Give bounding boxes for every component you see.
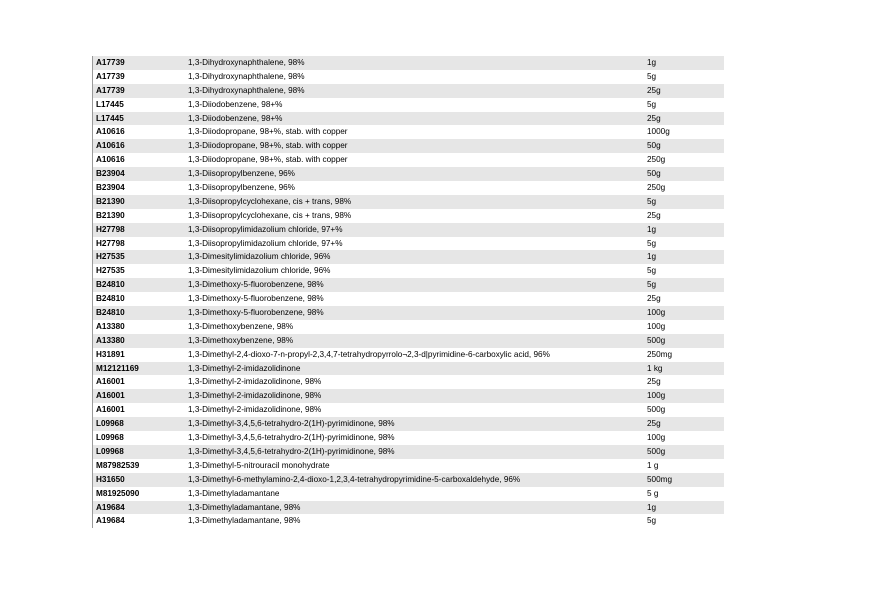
table-row (93, 334, 724, 348)
table-row (93, 264, 724, 278)
catalog-number-cell: A17739 (96, 85, 125, 95)
product-name-cell: 1,3-Diisopropylcyclohexane, cis + trans, 98% (188, 210, 352, 220)
catalog-number-cell: A16001 (96, 405, 125, 415)
product-name-cell: 1,3-Dimethyl-6-methylamino-2,4-dioxo-1,2,3,4-tetrahydropyrimidine-5-carboxaldehyde, 96% (188, 474, 521, 484)
catalog-number-cell: B21390 (96, 196, 125, 206)
catalog-number-cell: H31891 (96, 349, 125, 359)
table-row (93, 125, 724, 139)
pack-size-cell: 5g (647, 196, 657, 206)
product-name-cell: 1,3-Dimesitylimidazolium chloride, 96% (188, 266, 331, 276)
pack-size-cell: 1 kg (647, 363, 663, 373)
table-row (93, 84, 724, 98)
product-name-cell: 1,3-Dimethyl-2-imidazolidinone, 98% (188, 377, 322, 387)
pack-size-cell: 500mg (647, 474, 673, 484)
catalog-number-cell: B21390 (96, 210, 125, 220)
product-name-cell: 1,3-Dimethoxybenzene, 98% (188, 335, 294, 345)
pack-size-cell: 100g (647, 433, 666, 443)
product-name-cell: 1,3-Dimethyladamantane, 98% (188, 502, 301, 512)
product-table (92, 56, 724, 528)
product-name-cell: 1,3-Dimethyl-3,4,5,6-tetrahydro-2(1H)-pyrimidinone, 98% (188, 419, 395, 429)
product-name-cell: 1,3-Dimethoxy-5-fluorobenzene, 98% (188, 280, 324, 290)
table-row (93, 70, 724, 84)
table-row (93, 237, 724, 251)
product-name-cell: 1,3-Dimethyl-3,4,5,6-tetrahydro-2(1H)-pyrimidinone, 98% (188, 446, 395, 456)
product-name-cell: 1,3-Dimethyladamantane, 98% (188, 516, 301, 526)
catalog-number-cell: A17739 (96, 58, 125, 67)
pack-size-cell: 100g (647, 321, 666, 331)
catalog-number-cell: L09968 (96, 446, 124, 456)
table-row (93, 473, 724, 487)
product-name-cell: 1,3-Dimethyl-2-imidazolidinone, 98% (188, 405, 322, 415)
table-row (93, 112, 724, 126)
catalog-number-cell: A17739 (96, 71, 125, 81)
product-name-cell: 1,3-Dimethyl-2,4-dioxo-7-n-propyl-2,3,4,7-tetrahydropyrrolo¬2,3-d|pyrimidine-6-carboxylic acid, 96% (188, 349, 550, 359)
product-name-cell: 1,3-Diiodopropane, 98+%, stab. with copper (188, 141, 348, 151)
catalog-number-cell: B23904 (96, 183, 125, 193)
product-name-cell: 1,3-Dimethoxybenzene, 98% (188, 321, 294, 331)
catalog-number-cell: H31650 (96, 474, 125, 484)
pack-size-cell: 1g (647, 252, 657, 262)
pack-size-cell: 25g (647, 294, 661, 304)
table-row (93, 362, 724, 376)
product-name-cell: 1,3-Dihydroxynaphthalene, 98% (188, 58, 305, 67)
pack-size-cell: 25g (647, 85, 661, 95)
table-row (93, 139, 724, 153)
catalog-number-cell: A16001 (96, 391, 125, 401)
pack-size-cell: 25g (647, 113, 661, 123)
product-name-cell: 1,3-Dimethoxy-5-fluorobenzene, 98% (188, 308, 324, 318)
product-name-cell: 1,3-Dimesitylimidazolium chloride, 96% (188, 252, 331, 262)
catalog-number-cell: H27535 (96, 266, 125, 276)
pack-size-cell: 25g (647, 210, 661, 220)
table-row (93, 487, 724, 501)
table-row (93, 292, 724, 306)
pack-size-cell: 5g (647, 266, 657, 276)
catalog-number-cell: M12121169 (96, 363, 139, 373)
catalog-number-cell: A10616 (96, 141, 125, 151)
pack-size-cell: 5 g (647, 488, 659, 498)
pack-size-cell: 25g (647, 377, 661, 387)
table-row (93, 306, 724, 320)
pack-size-cell: 250mg (647, 349, 673, 359)
catalog-number-cell: B24810 (96, 280, 125, 290)
table-row (93, 250, 724, 264)
product-name-cell: 1,3-Diiodobenzene, 98+% (188, 113, 283, 123)
catalog-number-cell: M87982539 (96, 460, 140, 470)
table-row (93, 389, 724, 403)
catalog-number-cell: A10616 (96, 127, 125, 137)
table-row (93, 417, 724, 431)
table-row (93, 223, 724, 237)
product-name-cell: 1,3-Dimethyladamantane (188, 488, 280, 498)
product-name-cell: 1,3-Diisopropylbenzene, 96% (188, 183, 295, 193)
pack-size-cell: 100g (647, 391, 666, 401)
product-name-cell: 1,3-Dihydroxynaphthalene, 98% (188, 85, 305, 95)
catalog-number-cell: A16001 (96, 377, 125, 387)
catalog-number-cell: B23904 (96, 169, 125, 179)
table-row (93, 348, 724, 362)
table-row (93, 445, 724, 459)
table-row (93, 459, 724, 473)
table-row (93, 167, 724, 181)
catalog-number-cell: L17445 (96, 113, 124, 123)
pack-size-cell: 250g (647, 183, 666, 193)
pack-size-cell: 500g (647, 405, 666, 415)
pack-size-cell: 5g (647, 238, 657, 248)
table-row (93, 56, 724, 70)
catalog-number-cell: B24810 (96, 308, 125, 318)
table-row (93, 375, 724, 389)
table-row (93, 181, 724, 195)
pack-size-cell: 50g (647, 141, 661, 151)
pack-size-cell: 5g (647, 71, 657, 81)
catalog-number-cell: H27535 (96, 252, 125, 262)
product-name-cell: 1,3-Dimethyl-3,4,5,6-tetrahydro-2(1H)-pyrimidinone, 98% (188, 433, 395, 443)
product-name-cell: 1,3-Diisopropylcyclohexane, cis + trans, 98% (188, 196, 352, 206)
pack-size-cell: 250g (647, 155, 666, 165)
pack-size-cell: 1g (647, 58, 657, 67)
table-row (93, 98, 724, 112)
table-row (93, 153, 724, 167)
product-name-cell: 1,3-Dimethyl-2-imidazolidinone (188, 363, 301, 373)
table-row (93, 501, 724, 515)
pack-size-cell: 5g (647, 280, 657, 290)
catalog-number-cell: H27798 (96, 224, 125, 234)
table-row (93, 195, 724, 209)
table-row (93, 403, 724, 417)
catalog-number-cell: B24810 (96, 294, 125, 304)
pack-size-cell: 500g (647, 446, 666, 456)
catalog-number-cell: L09968 (96, 419, 124, 429)
product-name-cell: 1,3-Diisopropylimidazolium chloride, 97+% (188, 224, 343, 234)
product-name-cell: 1,3-Dimethoxy-5-fluorobenzene, 98% (188, 294, 324, 304)
pack-size-cell: 5g (647, 99, 657, 109)
pack-size-cell: 50g (647, 169, 661, 179)
pack-size-cell: 500g (647, 335, 666, 345)
catalog-number-cell: L09968 (96, 433, 124, 443)
table-row (93, 320, 724, 334)
pack-size-cell: 5g (647, 516, 657, 526)
product-name-cell: 1,3-Diiodobenzene, 98+% (188, 99, 283, 109)
pack-size-cell: 1g (647, 224, 657, 234)
catalog-number-cell: A13380 (96, 335, 125, 345)
catalog-number-cell: L17445 (96, 99, 124, 109)
catalog-number-cell: H27798 (96, 238, 125, 248)
pack-size-cell: 25g (647, 419, 661, 429)
product-name-cell: 1,3-Dihydroxynaphthalene, 98% (188, 71, 305, 81)
product-name-cell: 1,3-Diiodopropane, 98+%, stab. with copper (188, 127, 348, 137)
pack-size-cell: 1000g (647, 127, 670, 137)
table-row (93, 431, 724, 445)
product-name-cell: 1,3-Diiodopropane, 98+%, stab. with copper (188, 155, 348, 165)
pack-size-cell: 1g (647, 502, 657, 512)
table-row (93, 514, 724, 528)
catalog-number-cell: M81925090 (96, 488, 140, 498)
catalog-number-cell: A10616 (96, 155, 125, 165)
table-row (93, 278, 724, 292)
product-name-cell: 1,3-Dimethyl-2-imidazolidinone, 98% (188, 391, 322, 401)
product-name-cell: 1,3-Dimethyl-5-nitrouracil monohydrate (188, 460, 330, 470)
product-name-cell: 1,3-Diisopropylbenzene, 96% (188, 169, 295, 179)
catalog-number-cell: A19684 (96, 516, 125, 526)
pack-size-cell: 1 g (647, 460, 659, 470)
pack-size-cell: 100g (647, 308, 666, 318)
table-row (93, 209, 724, 223)
catalog-number-cell: A19684 (96, 502, 125, 512)
catalog-number-cell: A13380 (96, 321, 125, 331)
product-name-cell: 1,3-Diisopropylimidazolium chloride, 97+% (188, 238, 343, 248)
